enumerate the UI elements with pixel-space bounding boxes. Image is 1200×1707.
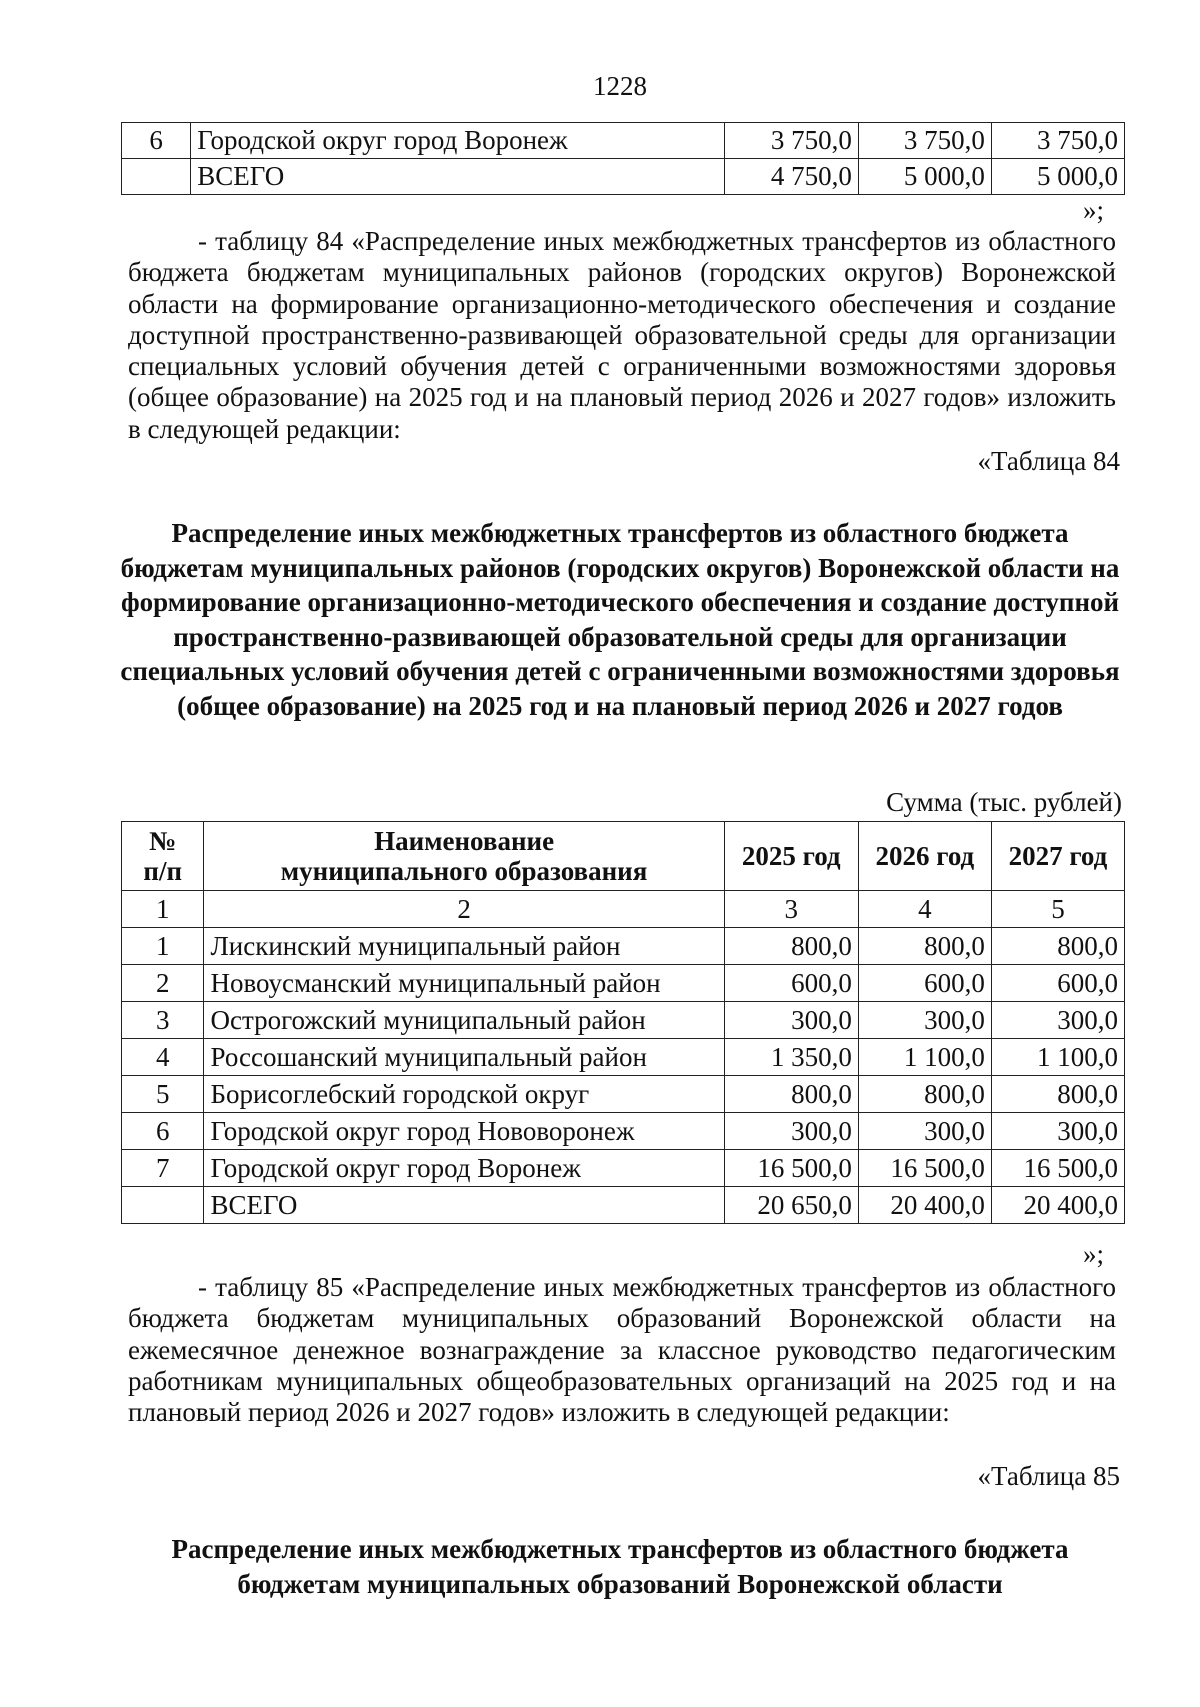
instruction-paragraph-85: - таблицу 85 «Распределение иных межбюджетных трансфертов из областного бюджета бюджетам муниципальных образований Воронежской области на ежемесячное денежное вознаграждение за классное руководство педагогическим работникам муниципальных общеобразовательных организаций на 2025 год и на плановый период 2026 и 2027 годов» изложить в следующей редакции:: [128, 1272, 1116, 1428]
municipality-name: Новоусманский муниципальный район: [204, 965, 724, 1002]
value-2026: 800,0: [858, 928, 991, 965]
value-2025: 300,0: [724, 1113, 858, 1150]
table-84: [121, 821, 1125, 1224]
total-2027: 20 400,0: [991, 1187, 1124, 1224]
value-2025: 800,0: [724, 928, 858, 965]
value-2027: 800,0: [991, 928, 1124, 965]
closing-quote: »;: [1082, 195, 1104, 225]
row-number: 6: [122, 123, 191, 159]
municipality-name: Городской округ город Воронеж: [191, 123, 724, 159]
table-row: [122, 1039, 1125, 1076]
municipality-name: Городской округ город Воронеж: [204, 1150, 724, 1187]
total-2025: 20 650,0: [724, 1187, 858, 1224]
closing-quote: »;: [1082, 1239, 1104, 1269]
value-2025: 1 350,0: [724, 1039, 858, 1076]
total-2027: 5 000,0: [991, 159, 1124, 195]
value-2027: 1 100,0: [991, 1039, 1124, 1076]
row-number: 4: [122, 1039, 204, 1076]
value-2026: 600,0: [858, 965, 991, 1002]
col-header-2025: 2025 год: [724, 822, 858, 891]
value-2027: 3 750,0: [991, 123, 1124, 159]
value-2026: 16 500,0: [858, 1150, 991, 1187]
value-2026: 300,0: [858, 1113, 991, 1150]
value-2025: 800,0: [724, 1076, 858, 1113]
value-2026: 1 100,0: [858, 1039, 991, 1076]
row-number: 5: [122, 1076, 204, 1113]
column-numbers-row: [122, 891, 1125, 928]
value-2027: 300,0: [991, 1113, 1124, 1150]
value-2025: 3 750,0: [724, 123, 858, 159]
municipality-name: Борисоглебский городской округ: [204, 1076, 724, 1113]
value-2025: 16 500,0: [724, 1150, 858, 1187]
continued-table: [121, 122, 1125, 195]
page-number: 1228: [593, 71, 647, 101]
col-header-name: Наименование муниципального образования: [204, 822, 724, 891]
col-header-2026: 2026 год: [858, 822, 991, 891]
table-row: [122, 928, 1125, 965]
total-2026: 5 000,0: [858, 159, 991, 195]
table-row: [122, 123, 1125, 159]
value-2027: 300,0: [991, 1002, 1124, 1039]
municipality-name: Городской округ город Нововоронеж: [204, 1113, 724, 1150]
total-row: [122, 1187, 1125, 1224]
col-number: 2: [204, 891, 724, 928]
col-number: 5: [991, 891, 1124, 928]
row-number: 3: [122, 1002, 204, 1039]
value-2025: 300,0: [724, 1002, 858, 1039]
municipality-name: Лискинский муниципальный район: [204, 928, 724, 965]
value-2025: 600,0: [724, 965, 858, 1002]
value-2027: 800,0: [991, 1076, 1124, 1113]
col-number: 1: [122, 891, 204, 928]
municipality-name: Острогожский муниципальный район: [204, 1002, 724, 1039]
row-number: 7: [122, 1150, 204, 1187]
value-2027: 600,0: [991, 965, 1124, 1002]
header-row: [122, 822, 1125, 891]
table-85-heading: Распределение иных межбюджетных трансфертов из областного бюджета бюджетам муниципальных образований Воронежской области: [171, 1534, 1069, 1599]
table-row: [122, 1076, 1125, 1113]
table-85-caption: «Таблица 85: [977, 1461, 1120, 1491]
row-number: 1: [122, 928, 204, 965]
total-row: [122, 159, 1125, 195]
value-2027: 16 500,0: [991, 1150, 1124, 1187]
instruction-paragraph-84: - таблицу 84 «Распределение иных межбюджетных трансфертов из областного бюджета бюджетам муниципальных районов (городских округов) Воронежской области на формирование организационно-методического обеспечения и создание доступной пространственно-развивающей образовательной среды для организации специальных условий обучения детей с ограниченными возможностями здоровья (общее образование) на 2025 год и на плановый период 2026 и 2027 годов» изложить в следующей редакции:: [128, 226, 1116, 444]
municipality-name: Россошанский муниципальный район: [204, 1039, 724, 1076]
value-2026: 300,0: [858, 1002, 991, 1039]
total-2025: 4 750,0: [724, 159, 858, 195]
col-header-number: № п/п: [122, 822, 204, 891]
units-label: Сумма (тыс. рублей): [886, 787, 1122, 817]
table-row: [122, 1002, 1125, 1039]
table-row: [122, 1150, 1125, 1187]
empty-cell: [122, 159, 191, 195]
col-number: 3: [724, 891, 858, 928]
col-header-2027: 2027 год: [991, 822, 1124, 891]
table-84-caption: «Таблица 84: [977, 446, 1120, 476]
empty-cell: [122, 1187, 204, 1224]
col-number: 4: [858, 891, 991, 928]
value-2026: 800,0: [858, 1076, 991, 1113]
row-number: 6: [122, 1113, 204, 1150]
table-row: [122, 965, 1125, 1002]
total-label: ВСЕГО: [204, 1187, 724, 1224]
row-number: 2: [122, 965, 204, 1002]
total-2026: 20 400,0: [858, 1187, 991, 1224]
total-label: ВСЕГО: [191, 159, 724, 195]
table-row: [122, 1113, 1125, 1150]
value-2026: 3 750,0: [858, 123, 991, 159]
table-84-heading: Распределение иных межбюджетных трансфертов из областного бюджета бюджетам муниципальных районов (городских округов) Воронежской области на формирование организационно-методического обеспечения и создание доступной пространственно-развивающей образовательной среды для организации специальных условий обучения детей с ограниченными возможностями здоровья (общее образование) на 2025 год и на плановый период 2026 и 2027 годов: [120, 518, 1120, 721]
